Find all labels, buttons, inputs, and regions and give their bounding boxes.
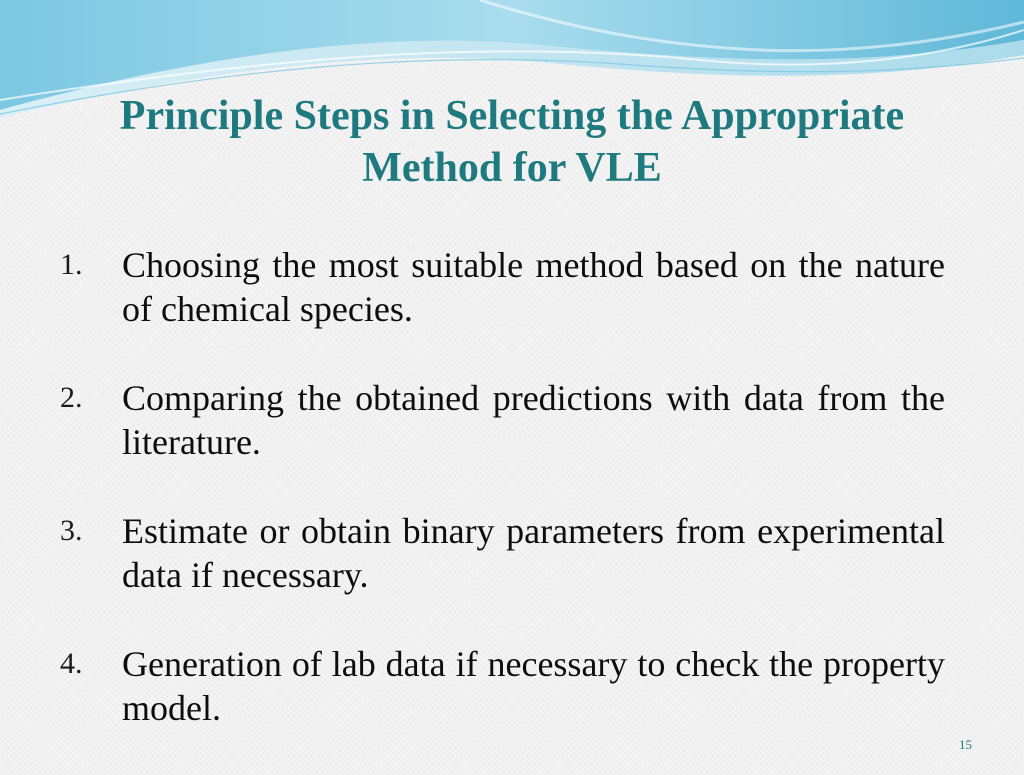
step-text: Estimate or obtain binary parameters from experimental data if necessary. [122, 511, 945, 595]
list-item [60, 243, 945, 331]
list-item [60, 642, 945, 730]
step-text: Choosing the most suitable method based on the nature of chemical species. [122, 245, 945, 329]
step-number: 4. [60, 647, 83, 680]
step-number: 1. [60, 248, 83, 281]
step-number: 2. [60, 381, 83, 414]
steps-list [60, 243, 945, 775]
slide-title: Principle Steps in Selecting the Appropriate Method for VLE [119, 93, 905, 191]
list-item [60, 509, 945, 597]
list-item [60, 376, 945, 464]
page-number: 15 [959, 737, 972, 752]
step-text: Generation of lab data if necessary to check the property model. [122, 644, 945, 728]
step-text: Comparing the obtained predictions with data from the literature. [122, 378, 945, 462]
step-number: 3. [60, 514, 83, 547]
